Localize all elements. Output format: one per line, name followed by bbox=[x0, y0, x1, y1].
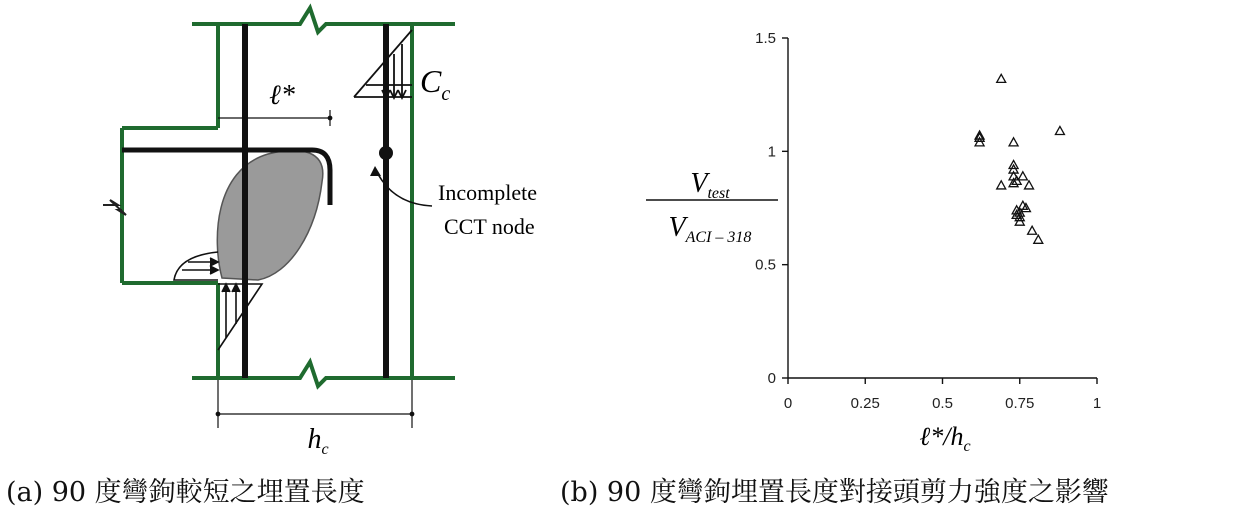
dimension-lstar bbox=[218, 110, 332, 126]
y-axis-label bbox=[646, 168, 778, 246]
x-tick-label: 1 bbox=[1092, 395, 1102, 412]
data-point-triangle bbox=[1034, 235, 1043, 243]
node-label-line1: Incomplete bbox=[438, 180, 537, 205]
node-label-line2: CCT node bbox=[444, 214, 535, 239]
y-ticks bbox=[755, 30, 788, 387]
y-label-denominator: $V_{ACI - 318}$ bbox=[668, 212, 752, 246]
x-axis-label: $\ell*/h_c$ bbox=[919, 422, 971, 455]
data-point-triangle bbox=[997, 181, 1006, 189]
figure-a-joint-diagram bbox=[0, 0, 590, 470]
y-tick-label: 1 bbox=[767, 143, 776, 161]
data-point-triangle bbox=[1028, 226, 1037, 234]
label-cc: $C_c$ bbox=[420, 63, 451, 105]
x-ticks bbox=[784, 378, 1101, 412]
figure-b-scatter-chart bbox=[600, 0, 1200, 470]
cct-node-region bbox=[217, 150, 323, 280]
label-lstar: ℓ* bbox=[269, 80, 295, 111]
data-point-triangle bbox=[1018, 172, 1027, 180]
y-tick-label: 1.5 bbox=[755, 30, 776, 47]
y-label-numerator: $V_{test}$ bbox=[690, 168, 730, 202]
stress-block-vertical bbox=[218, 284, 262, 350]
y-tick-label: 0.5 bbox=[755, 256, 776, 274]
x-tick-label: 0.25 bbox=[850, 395, 880, 412]
caption-a: (a) 90 度彎鉤較短之埋置長度 bbox=[6, 477, 365, 508]
chart-axes bbox=[788, 38, 1097, 378]
label-hc: $h_c$ bbox=[307, 424, 329, 458]
data-points bbox=[975, 74, 1064, 243]
data-point-triangle bbox=[997, 74, 1006, 82]
x-tick-label: 0.75 bbox=[1005, 395, 1035, 412]
dimension-hc bbox=[216, 380, 414, 428]
y-tick-label: 0 bbox=[767, 370, 776, 387]
data-point-triangle bbox=[1025, 181, 1034, 189]
data-point-triangle bbox=[1055, 126, 1064, 134]
cct-node-point bbox=[379, 146, 393, 160]
x-tick-label: 0.5 bbox=[932, 395, 953, 412]
data-point-triangle bbox=[1009, 138, 1018, 146]
caption-b: (b) 90 度彎鉤埋置長度對接頭剪力強度之影響 bbox=[560, 477, 1109, 508]
x-tick-label: 0 bbox=[783, 395, 793, 412]
stress-block-horizontal bbox=[174, 252, 218, 280]
